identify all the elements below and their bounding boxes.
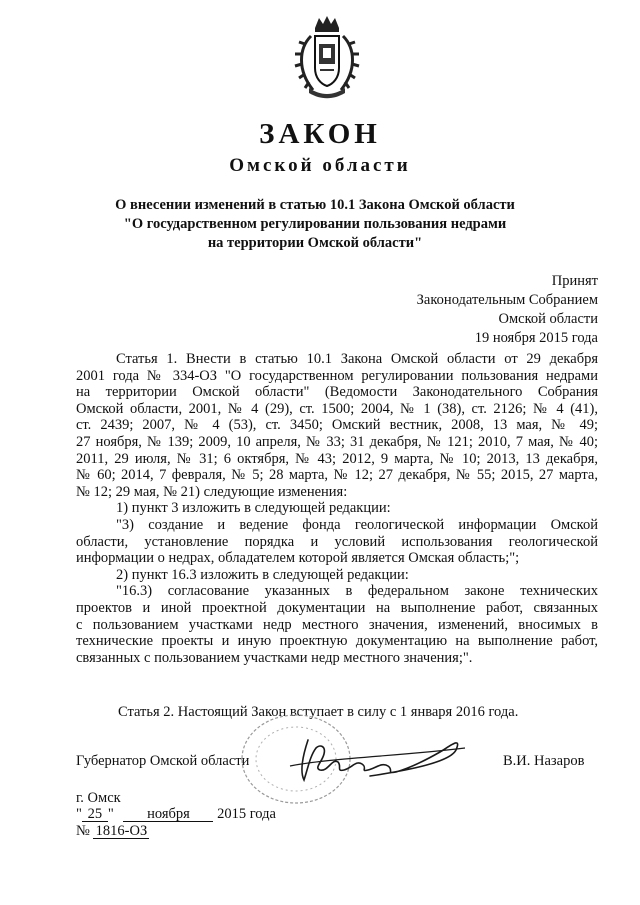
number-prefix: № bbox=[76, 823, 90, 839]
date-quote-close: " bbox=[107, 806, 114, 822]
article-1-line: 2011, 29 июля, № 31; 6 октября, № 43; 2012, 9 марта, № 10; 2013, 13 декабря, bbox=[76, 450, 598, 467]
governor-name: В.И. Назаров bbox=[503, 753, 585, 769]
amendment-item-1-title: 1) пункт 3 изложить в следующей редакции: bbox=[116, 500, 391, 517]
article-1-line: № 12; 29 мая, № 21) следующие изменения: bbox=[76, 483, 348, 500]
date-year: 2015 года bbox=[217, 806, 276, 822]
heading-line: "О государственном регулировании пользования недрами bbox=[123, 216, 507, 232]
date-month: ноября bbox=[123, 807, 213, 822]
article-1-line: на территории Омской области" (Ведомости Законодательного Собрания bbox=[76, 384, 598, 401]
adoption-date: 19 ноября 2015 года bbox=[474, 330, 598, 346]
article-1-line: № 60; 2014, 7 февраля, № 5; 28 марта, № 12; 27 декабря, № 55; 2015, 27 марта, bbox=[76, 467, 598, 484]
article-1-line: Статья 1. Внести в статью 10.1 Закона Омской области от 29 декабря bbox=[116, 351, 598, 367]
law-heading bbox=[100, 196, 530, 253]
governor-title: Губернатор Омской области bbox=[76, 753, 250, 769]
law-number bbox=[76, 823, 149, 840]
date-day: 25 bbox=[82, 807, 108, 822]
amendment-item-2-line: технические проекты и иную проектную документацию на выполнение работ, bbox=[76, 633, 598, 650]
heading-line: на территории Омской области" bbox=[207, 235, 423, 251]
amendment-item-2-line: "16.3) согласование указанных в федеральном законе технических bbox=[116, 583, 598, 600]
article-1-line: ст. 2439; 2007, № 4 (53), ст. 3450; Омский вестник, 2008, 13 мая, № 49; bbox=[76, 417, 598, 434]
amendment-item-2-line: с пользованием участками недр местного значения, изменений, вносимых в bbox=[76, 616, 598, 633]
adoption-line: Принят bbox=[551, 273, 598, 289]
amendment-item-1-line: области, установление порядка и условий использования геологической bbox=[76, 533, 598, 550]
number-value: 1816-ОЗ bbox=[93, 824, 149, 839]
article-1-line: Омской области, 2001, № 4 (29), ст. 1500; 2004, № 1 (38), ст. 2126; № 4 (41), bbox=[76, 400, 598, 417]
governor-signature bbox=[250, 728, 480, 788]
law-title: ЗАКОН bbox=[259, 118, 381, 150]
article-1-line: 27 ноября, № 139; 2009, 10 апреля, № 33; 31 декабря, № 121; 2010, 7 мая, № 40; bbox=[76, 433, 598, 450]
amendment-item-1-line: "3) создание и ведение фонда геологической информации Омской bbox=[116, 516, 598, 533]
amendment-item-2-line: связанных с пользованием участками недр местного значения;". bbox=[76, 649, 473, 666]
coat-of-arms-emblem bbox=[293, 14, 361, 100]
amendment-item-2-title: 2) пункт 16.3 изложить в следующей редакции: bbox=[116, 566, 409, 583]
amendment-item-1-line: информации о недрах, обладателем которой является Омская область;"; bbox=[76, 550, 520, 567]
article-1-line: 2001 года № 334-ОЗ "О государственном регулировании пользования недрами bbox=[76, 367, 598, 384]
article-2: Статья 2. Настоящий Закон вступает в силу с 1 января 2016 года. bbox=[118, 704, 519, 720]
amendment-item-2-line: проектов и иной проектной документации на выполнение работ, связанных bbox=[76, 599, 598, 616]
adoption-line: Законодательным Собранием bbox=[416, 292, 598, 308]
adoption-line: Омской области bbox=[498, 311, 598, 327]
law-body bbox=[76, 351, 598, 666]
date-quote-open: " bbox=[76, 806, 82, 822]
region-subtitle: Омской области bbox=[229, 155, 411, 176]
adoption-block bbox=[417, 272, 598, 348]
signing-date bbox=[76, 806, 276, 823]
city: г. Омск bbox=[76, 790, 121, 806]
heading-line: О внесении изменений в статью 10.1 Закона Омской области bbox=[115, 197, 515, 213]
